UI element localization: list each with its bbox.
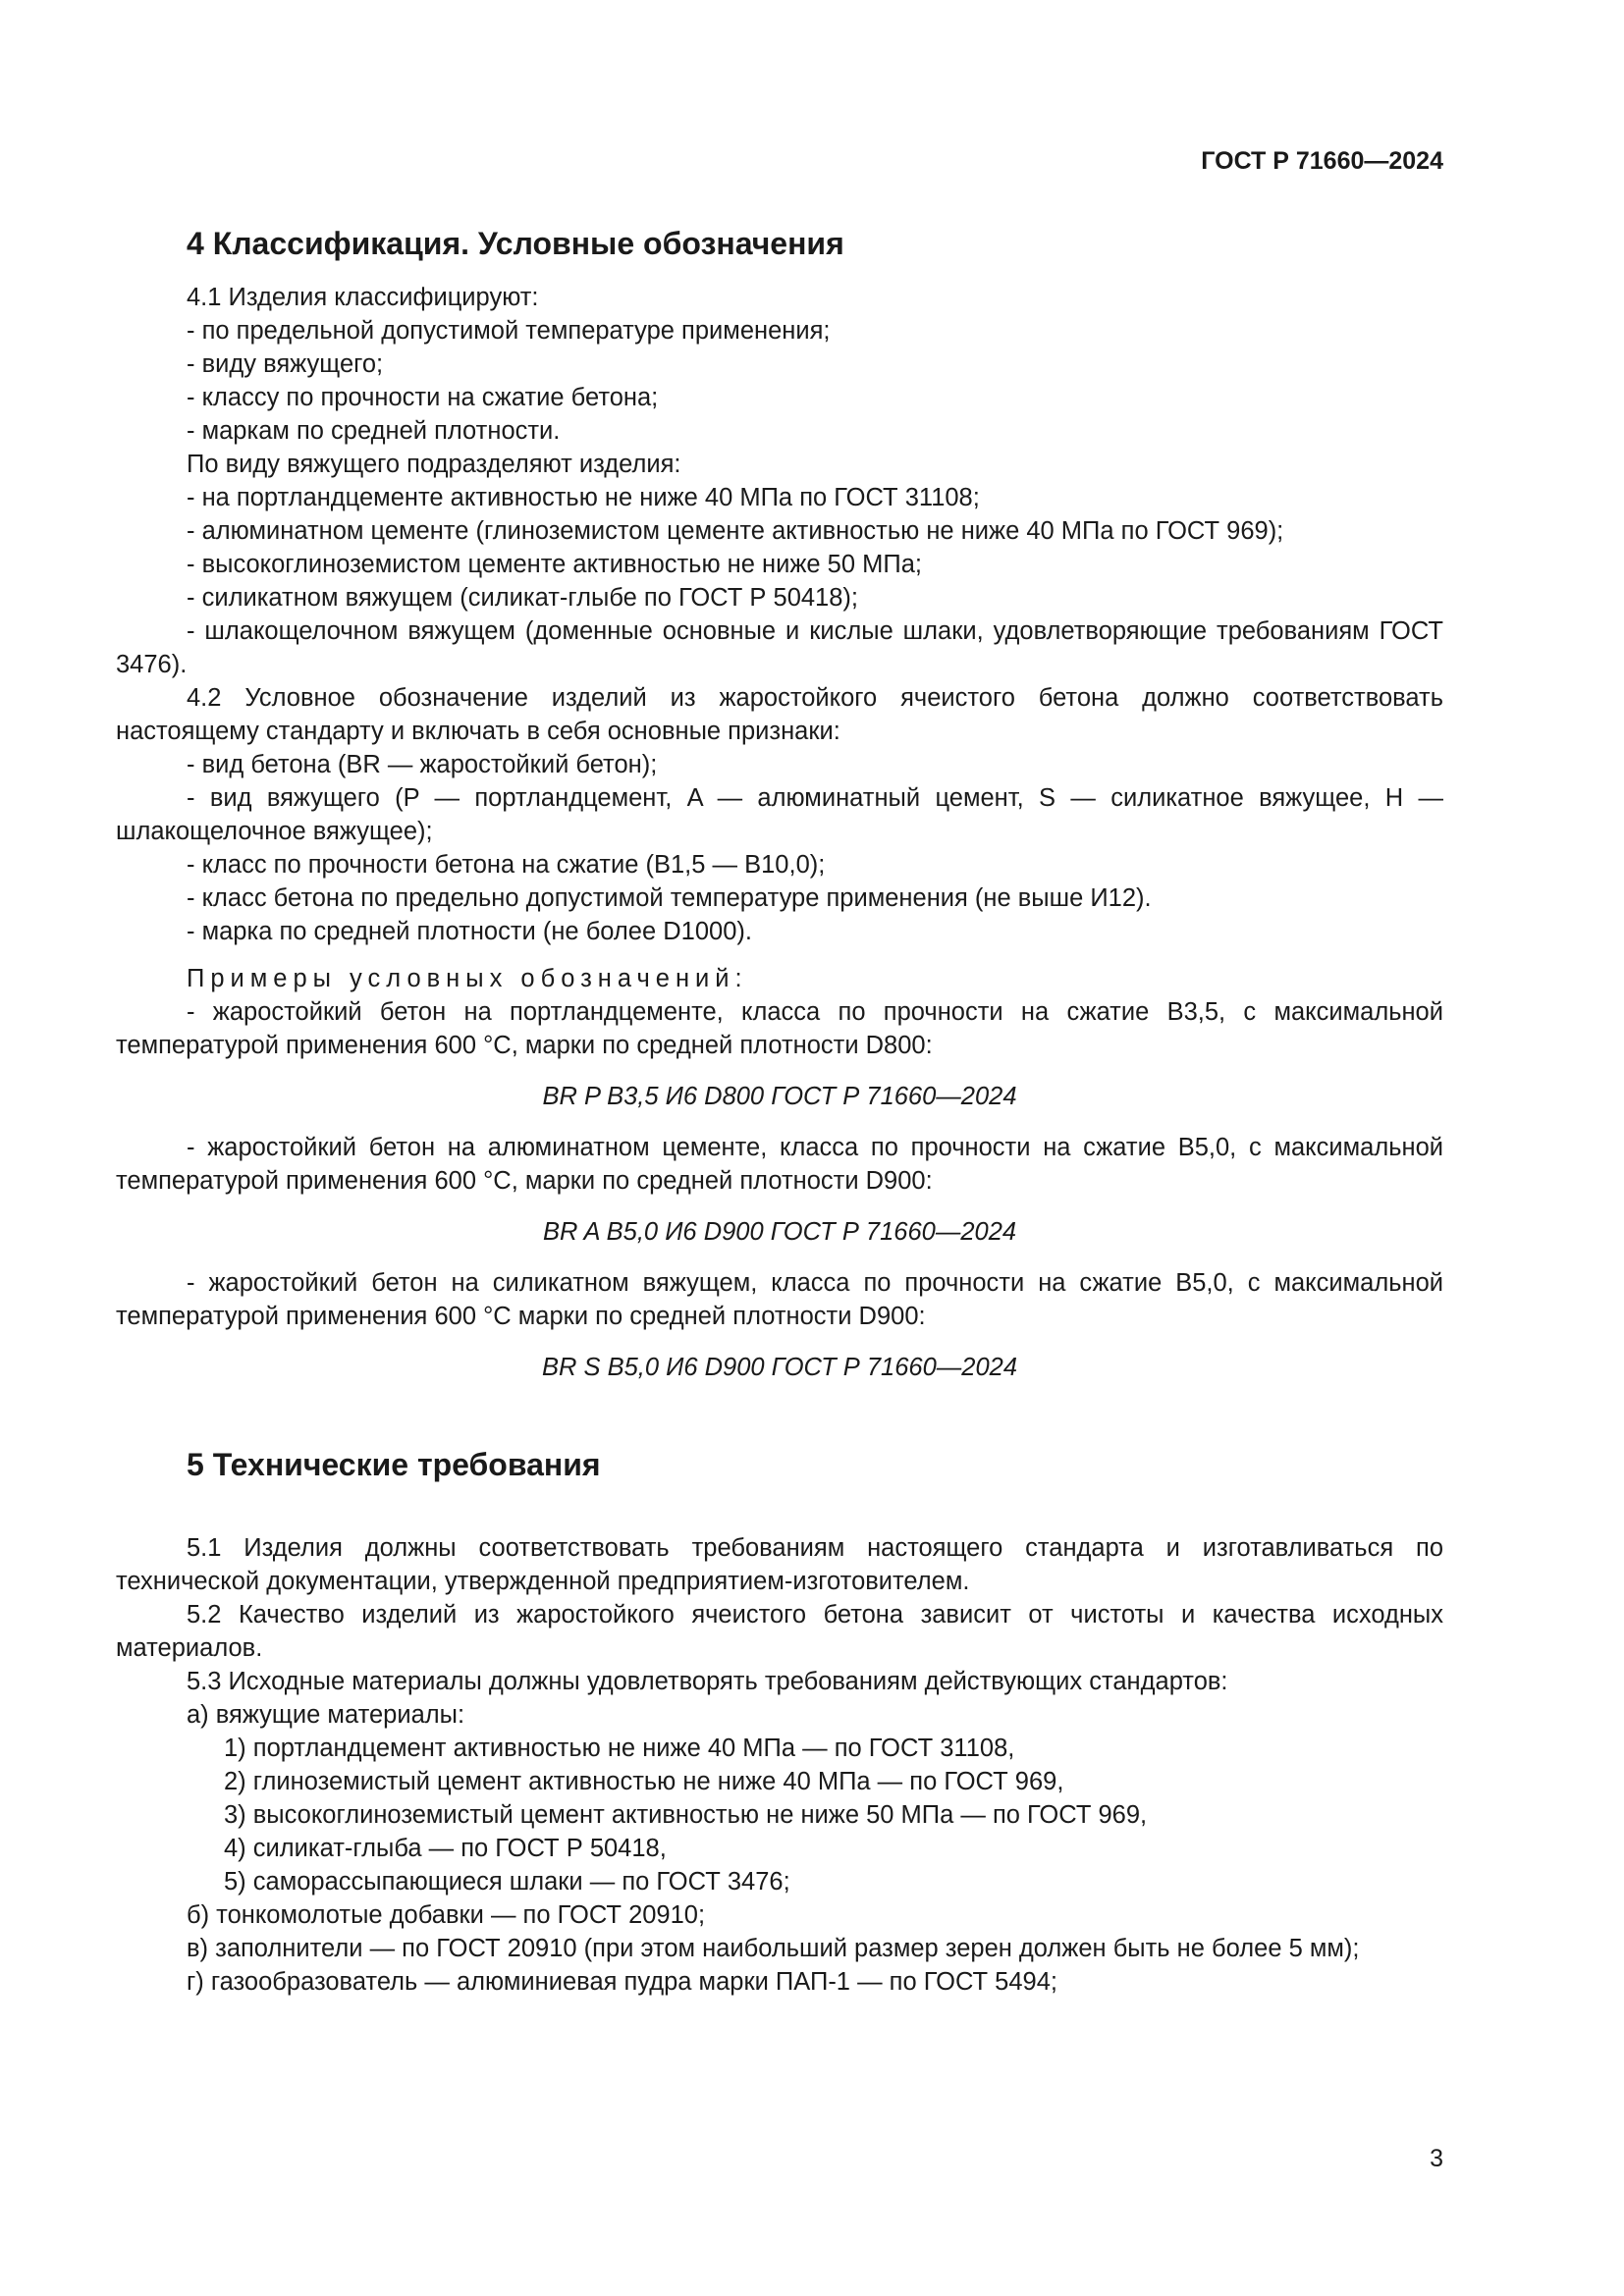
- sub-list-item: 5) саморассыпающиеся шлаки — по ГОСТ 3476;: [224, 1868, 790, 1896]
- sub-list-item: 3) высокоглиноземистый цемент активностью не ниже 50 МПа — по ГОСТ 969,: [224, 1801, 1148, 1829]
- list-item: - силикатном вяжущем (силикат-глыбе по ГОСТ Р 50418);: [187, 584, 858, 612]
- list-item: - классу по прочности на сжатие бетона;: [187, 384, 659, 411]
- list-item: - на портландцементе активностью не ниже 40 МПа по ГОСТ 31108;: [187, 484, 980, 511]
- sub-list-item: 1) портландцемент активностью не ниже 40 МПа — по ГОСТ 31108,: [224, 1735, 1015, 1762]
- paragraph-4-1: 4.1 Изделия классифицируют:: [187, 284, 539, 311]
- list-item-a: а) вяжущие материалы:: [187, 1701, 465, 1729]
- paragraph-5-3: 5.3 Исходные материалы должны удовлетворять требованиям действующих стандартов:: [187, 1668, 1228, 1695]
- list-item: - маркам по средней плотности.: [187, 417, 561, 445]
- example-formula: BR S В5,0 И6 D900 ГОСТ Р 71660—2024: [541, 1354, 1017, 1381]
- list-item: - вид бетона (BR — жаростойкий бетон);: [187, 751, 658, 778]
- page-content: [116, 220, 1443, 1999]
- example-formula: BR P В3,5 И6 D800 ГОСТ Р 71660—2024: [542, 1083, 1017, 1110]
- list-item: - марка по средней плотности (не более D1000).: [187, 918, 752, 945]
- page-number: 3: [1430, 2145, 1443, 2172]
- examples-label: Примеры условных обозначений:: [187, 965, 748, 992]
- list-item: - вид вяжущего (P — портландцемент, A — алюминатный цемент, S — силикатное вяжущее, H — шлакощелочное вяжущее);: [116, 784, 1443, 845]
- list-item: - класс бетона по предельно допустимой температуре применения (не выше И12).: [187, 884, 1152, 912]
- list-item: - шлакощелочном вяжущем (доменные основные и кислые шлаки, удовлетворяющие требованиям ГОСТ 3476).: [116, 617, 1443, 678]
- list-item: - алюминатном цементе (глиноземистом цементе активностью не ниже 40 МПа по ГОСТ 969);: [187, 517, 1284, 545]
- sub-list-item: 2) глиноземистый цемент активностью не ниже 40 МПа — по ГОСТ 969,: [224, 1768, 1064, 1795]
- example-formula: BR A В5,0 И6 D900 ГОСТ Р 71660—2024: [542, 1218, 1017, 1246]
- list-item: - высокоглиноземистом цементе активностью не ниже 50 МПа;: [187, 551, 922, 578]
- document-code: ГОСТ Р 71660—2024: [1201, 147, 1443, 175]
- list-item-g: г) газообразователь — алюминиевая пудра марки ПАП-1 — по ГОСТ 5494;: [187, 1968, 1057, 1996]
- section-5-title: 5 Технические требования: [187, 1447, 601, 1482]
- list-item-v: в) заполнители — по ГОСТ 20910 (при этом наибольший размер зерен должен быть не более 5 мм);: [187, 1935, 1360, 1962]
- list-item: - виду вяжущего;: [187, 350, 384, 378]
- list-item: - по предельной допустимой температуре применения;: [187, 317, 831, 345]
- example-text: - жаростойкий бетон на силикатном вяжущем, класса по прочности на сжатие В5,0, с максимальной температурой применения 600 °С марки по средней плотности D900:: [116, 1269, 1443, 1330]
- binder-intro: По виду вяжущего подразделяют изделия:: [187, 451, 681, 478]
- example-text: - жаростойкий бетон на портландцементе, класса по прочности на сжатие В3,5, с максимальной температурой применения 600 °С, марки по средней плотности D800:: [116, 998, 1443, 1059]
- paragraph-5-1: 5.1 Изделия должны соответствовать требованиям настоящего стандарта и изготавливаться по технической документации, утвержденной предприятием-изготовителем.: [116, 1534, 1443, 1595]
- paragraph-4-2: 4.2 Условное обозначение изделий из жаростойкого ячеистого бетона должно соответствовать настоящему стандарту и включать в себя основные признаки:: [116, 684, 1443, 745]
- example-text: - жаростойкий бетон на алюминатном цементе, класса по прочности на сжатие В5,0, с максимальной температурой применения 600 °С, марки по средней плотности D900:: [116, 1134, 1443, 1195]
- sub-list-item: 4) силикат-глыба — по ГОСТ Р 50418,: [224, 1835, 667, 1862]
- list-item-b: б) тонкомолотые добавки — по ГОСТ 20910;: [187, 1901, 706, 1929]
- paragraph-5-2: 5.2 Качество изделий из жаростойкого ячеистого бетона зависит от чистоты и качества исходных материалов.: [116, 1601, 1443, 1662]
- section-4-title: 4 Классификация. Условные обозначения: [187, 226, 844, 261]
- list-item: - класс по прочности бетона на сжатие (В1,5 — В10,0);: [187, 851, 826, 879]
